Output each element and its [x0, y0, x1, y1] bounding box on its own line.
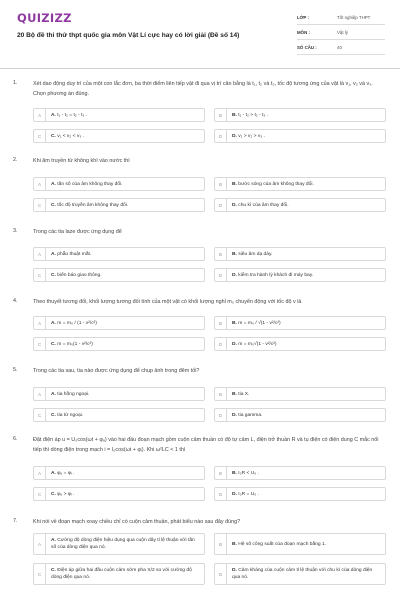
option-text: tia tử ngoại.: [57, 412, 84, 418]
option-letter: A: [34, 109, 46, 121]
option-text: tốc độ truyền âm không thay đổi.: [57, 202, 129, 208]
option-a[interactable]: [33, 466, 205, 480]
option-label: D.: [232, 491, 237, 497]
option-c[interactable]: [33, 198, 205, 212]
option-label: C.: [51, 272, 56, 278]
info-panel: [297, 10, 385, 55]
info-key: SỐ CÂU :: [297, 44, 317, 50]
option-c[interactable]: [33, 408, 205, 422]
page-title: 20 Bộ đề thi thử thpt quốc gia môn Vật Lí cực hay có lời giải (Đề số 14): [17, 32, 240, 39]
option-letter: A: [34, 248, 46, 260]
option-c[interactable]: [33, 337, 205, 351]
question-text: Xét dao động duy trì của một con lắc đơn, ba thời điểm liên tiếp vật đi qua vị trí cân bằng là t₁, t₂ và t₃, tốc độ tương ứng của vật là v₁, v₂ và v₃. Chọn phương án đúng.: [33, 81, 373, 97]
option-a[interactable]: [33, 533, 205, 555]
option-label: D.: [232, 272, 237, 278]
question-text: Khi nói về đoạn mạch xoay chiều chỉ có cuộn cảm thuần, phát biểu nào sau đây đúng?: [33, 519, 241, 525]
question-text: Trong các tia laze được ứng dụng để: [33, 229, 122, 235]
question-text: Đặt điện áp u = U₀cos(ωt + φᵤ) vào hai đầu đoạn mạch gồm cuộn cảm thuần có độ tự cảm L, điện trở thuần R và tụ điện có điện dung C mắc nối tiếp thì dòng điện trong mạch i = I₀cos(ωt + φᵢ). Khi ω²LC < 1 thì: [33, 437, 379, 453]
question-number: 7.: [13, 518, 18, 524]
option-c[interactable]: [33, 268, 205, 282]
option-text: Cường độ dòng điện hiệu dụng qua cuộn dây tỉ lệ thuận với tần số của dòng điện qua nó.: [51, 538, 195, 550]
option-text: tia gamma.: [238, 412, 263, 418]
option-text: t₁ - t₂ > t₂ - t₃ .: [238, 112, 269, 118]
info-row-class: [297, 10, 385, 25]
option-c[interactable]: [33, 129, 205, 143]
info-row-subject: [297, 25, 385, 40]
option-letter: C: [34, 409, 46, 421]
option-letter: B: [215, 178, 227, 190]
option-label: C.: [51, 412, 56, 418]
option-label: A.: [51, 181, 56, 187]
question-text: Khi âm truyền từ không khí vào nước thì: [33, 158, 130, 164]
option-text: t₁ - t₂ = t₂ - t₃ .: [57, 112, 88, 118]
question-text: Trong các tia sau, tia nào được ứng dụng để chụp ảnh trong đêm tối?: [33, 368, 200, 374]
option-label: D.: [232, 412, 237, 418]
option-label: B.: [232, 251, 237, 257]
option-label: A.: [51, 470, 56, 476]
option-letter: C: [34, 338, 46, 350]
option-text: phẫu thuật mắt.: [57, 251, 92, 257]
option-a[interactable]: [33, 316, 205, 330]
option-letter: B: [215, 248, 227, 260]
option-label: C.: [51, 133, 56, 139]
option-d[interactable]: [214, 198, 386, 212]
option-letter: B: [215, 388, 227, 400]
option-b[interactable]: [214, 177, 386, 191]
quizizz-logo: QUIZIZZ: [17, 11, 72, 25]
option-label: A.: [51, 391, 56, 397]
option-label: C.: [51, 568, 56, 573]
question-number: 6.: [13, 436, 18, 442]
option-text: chu kì của âm thay đổi.: [238, 202, 289, 208]
option-letter: B: [215, 467, 227, 479]
option-letter: B: [215, 534, 227, 554]
info-key: LỚP :: [297, 14, 309, 20]
option-label: B.: [232, 181, 237, 187]
option-label: A.: [51, 112, 56, 118]
option-letter: D: [215, 130, 227, 142]
option-b[interactable]: [214, 108, 386, 122]
option-letter: D: [215, 199, 227, 211]
question-number: 2.: [13, 157, 18, 163]
option-letter: D: [215, 338, 227, 350]
option-text: v₁ > v₂ > v₃ .: [238, 133, 266, 139]
option-text: m = m₀√(1 - v²/c²): [238, 341, 277, 347]
option-letter: D: [215, 564, 227, 584]
option-a[interactable]: [33, 108, 205, 122]
option-text: tần số của âm không thay đổi.: [57, 181, 123, 187]
header-divider: [0, 68, 400, 69]
option-letter: C: [34, 269, 46, 281]
option-text: kiểm tra hành lý khách đi máy bay.: [238, 272, 314, 278]
question-number: 3.: [13, 228, 18, 234]
option-letter: D: [215, 488, 227, 500]
option-text: m = m₀ / √(1 - v²/c²): [238, 320, 281, 326]
option-b[interactable]: [214, 387, 386, 401]
option-a[interactable]: [33, 177, 205, 191]
option-b[interactable]: [214, 466, 386, 480]
option-c[interactable]: [33, 563, 205, 585]
option-label: C.: [51, 491, 56, 497]
info-value: Tốt nghiệp THPT: [337, 14, 371, 20]
option-label: A.: [51, 320, 56, 326]
option-label: D.: [232, 341, 237, 347]
option-letter: D: [215, 409, 227, 421]
option-text: Cảm kháng của cuộn cảm tỉ lệ thuận với chu kì của dòng điện qua nó.: [232, 568, 373, 580]
option-letter: C: [34, 199, 46, 211]
option-b[interactable]: [214, 316, 386, 330]
question-text: Theo thuyết tương đối, khối lượng tương đối tính của một vật có khối lượng nghỉ m₀ chuyển động với tốc độ v là: [33, 299, 302, 305]
option-letter: A: [34, 534, 46, 554]
option-b[interactable]: [214, 533, 386, 555]
option-d[interactable]: [214, 268, 386, 282]
info-value: 40: [337, 44, 342, 50]
option-letter: A: [34, 467, 46, 479]
option-d[interactable]: [214, 337, 386, 351]
option-letter: A: [34, 317, 46, 329]
option-letter: A: [34, 388, 46, 400]
option-text: tia X.: [238, 391, 250, 397]
option-text: bước sóng của âm không thay đổi.: [238, 181, 314, 187]
option-text: I₀R < U₀ .: [238, 470, 260, 476]
option-a[interactable]: [33, 387, 205, 401]
option-letter: B: [215, 317, 227, 329]
option-label: B.: [232, 541, 237, 547]
option-d[interactable]: [214, 129, 386, 143]
option-letter: C: [34, 488, 46, 500]
question-number: 5.: [13, 367, 18, 373]
option-text: tia hồng ngoại.: [57, 391, 90, 397]
option-d[interactable]: [214, 563, 386, 585]
option-a[interactable]: [33, 247, 205, 261]
info-key: MÔN :: [297, 29, 310, 35]
option-label: D.: [232, 568, 237, 573]
option-text: v₁ < v₂ < v₃ .: [57, 133, 85, 139]
info-value: Vật lý: [337, 29, 348, 35]
option-text: φᵤ > φᵢ .: [57, 491, 75, 497]
option-text: Điện áp giữa hai đầu cuộn cảm sớm pha π/2 so với cường độ dòng điện qua nó.: [51, 568, 192, 580]
option-text: I₀R = U₀ .: [238, 491, 260, 497]
option-letter: C: [34, 564, 46, 584]
option-label: B.: [232, 112, 237, 118]
option-text: φᵤ = φᵢ .: [57, 470, 75, 476]
option-text: m = m₀(1 - v²/c²): [57, 341, 93, 347]
option-d[interactable]: [214, 408, 386, 422]
option-label: C.: [51, 341, 56, 347]
option-b[interactable]: [214, 247, 386, 261]
option-label: C.: [51, 202, 56, 208]
option-text: biến báo giao thông.: [57, 272, 102, 278]
option-label: B.: [232, 470, 237, 476]
option-text: m = m₀ / (1 - v²/c²): [57, 320, 97, 326]
question-number: 4.: [13, 298, 18, 304]
option-letter: A: [34, 178, 46, 190]
option-c[interactable]: [33, 487, 205, 501]
option-label: D.: [232, 133, 237, 139]
option-letter: D: [215, 269, 227, 281]
option-d[interactable]: [214, 487, 386, 501]
option-letter: C: [34, 130, 46, 142]
option-label: D.: [232, 202, 237, 208]
info-row-count: [297, 40, 385, 55]
option-letter: B: [215, 109, 227, 121]
option-label: A.: [51, 538, 56, 543]
option-label: B.: [232, 320, 237, 326]
option-label: A.: [51, 251, 56, 257]
option-text: Hệ số công suất của đoạn mạch bằng 1.: [238, 541, 327, 547]
option-text: siêu âm dạ dày.: [238, 251, 273, 257]
option-label: B.: [232, 391, 237, 397]
question-number: 1.: [13, 80, 18, 86]
